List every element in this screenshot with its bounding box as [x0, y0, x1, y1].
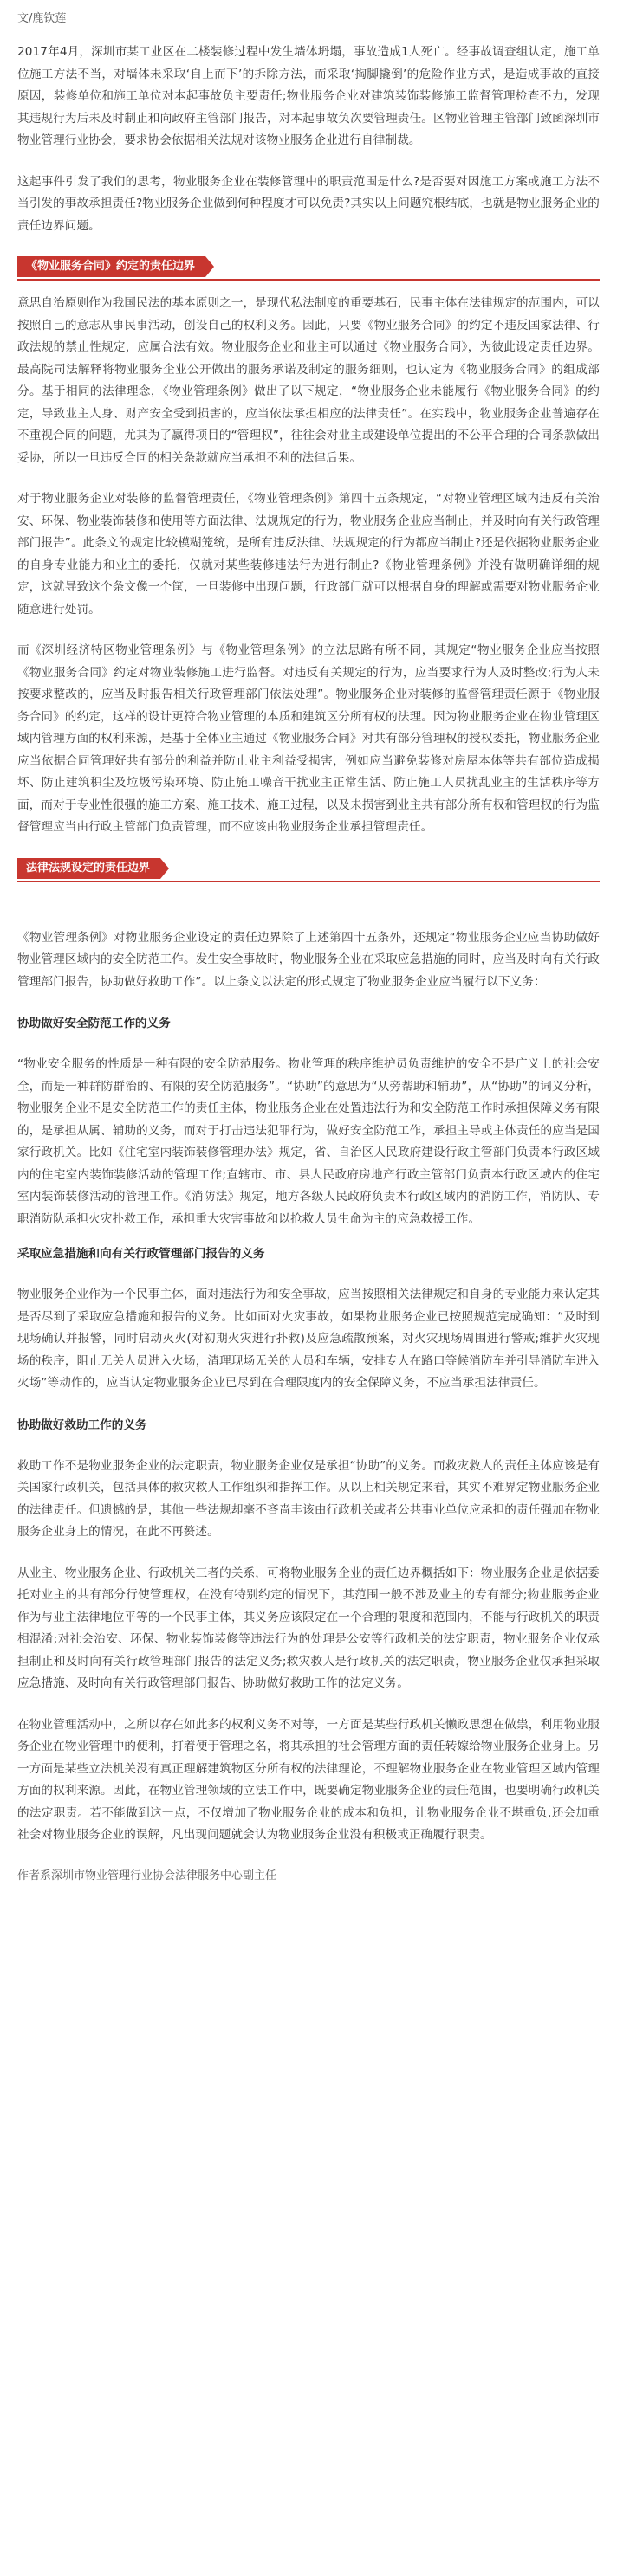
spacer: [0, 1395, 617, 1414]
spacer: [0, 469, 617, 488]
spacer: [0, 152, 617, 171]
section-title-contract: 《物业服务合同》约定的责任边界: [17, 256, 205, 277]
question-paragraph: 这起事件引发了我们的思考，物业服务企业在装修管理中的职责范围是什么?是否要对因施工方案或施工方法不当引发的事故承担责任?物业服务企业做到何种程度才可以免责?其实以上问题究根结底，也就是物业服务企业的责任边界问题。: [17, 174, 600, 233]
emergency-paragraph: 物业服务企业作为一个民事主体，面对违法行为和安全事故，应当按照相关法律规定和自身的专业能力来认定其是否尽到了采取应急措施和报告的义务。比如面对火灾事故，如果物业服务企业已按照规范完成确知：“及时到现场确认并报警，同时启动灭火(对初期火灾进行扑救)及应急疏散预案，对火灾现场周围进行警戒;维护火灾现场的秩序，阻止无关人员进入火场，清理现场无关的人员和车辆，安排专人在路口等候消防车并引导消防车进入火场”等动作的，应当认定物业服务企业已尽到在合理限度内的安全保障义务，不应当承担法律责任。: [17, 1288, 600, 1390]
section-header-law: [0, 858, 617, 881]
subheading-emergency: 采取应急措施和向有关行政管理部门报告的义务: [17, 1247, 265, 1261]
subheading-safety: 协助做好安全防范工作的义务: [17, 1017, 171, 1030]
spacer: [0, 1035, 617, 1054]
contract-paragraph-1: 意思自治原则作为我国民法的基本原则之一，是现代私法制度的重要基石，民事主体在法律规定的范围内，可以按照自己的意志从事民事活动，创设自己的权利义务。因此，只要《物业服务合同》的约定不违反国家法律、行政法规的禁止性规定，应属合法有效。物业服务企业和业主可以通过《物业服务合同》，为彼此设定责任边界。最高院司法解释将物业服务企业公开做出的服务承诺及制定的服务细则，也认定为《物业服务合同》的组成部分。基于相同的法律理念，《物业管理条例》做出了以下规定，“物业服务企业未能履行《物业服务合同》的约定，导致业主人身、财产安全受到损害的，应当依法承担相应的法律责任”。在实践中，物业服务企业普遍存在不重视合同的问题，尤其为了赢得项目的“管理权”，往往会对业主或建设单位提出的不公平合理的合同条款做出妥协，所以一旦违反合同的相关条款就应当承担不利的法律后果。: [17, 296, 600, 465]
spacer: [0, 1695, 617, 1714]
conclusion-paragraph: 在物业管理活动中，之所以存在如此多的权利义务不对等，一方面是某些行政机关懒政思想在做祟，利用物业服务企业在物业管理中的便利，打着便于管理之名，将其承担的社会管理方面的责任转嫁给物业服务企业身上。另一方面是某些立法机关没有真正理解建筑物区分所有权的法律理论，不理解物业服务企业在物业管理区域内管理方面的权利来源。因此，在物业管理领域的立法工作中，既要确定物业服务企业的责任范围，也要明确行政机关的法定职责。若不能做到这一点，不仅增加了物业服务企业的成本和负担，让物业服务企业不堪重负,还会加重社会对物业服务企业的误解，凡出现问题就会认为物业服务企业没有积极或正确履行职责。: [17, 1717, 600, 1842]
spacer: [0, 237, 617, 256]
contract-paragraph-2: 对于物业服务企业对装修的监督管理责任，《物业管理条例》第四十五条规定，“对物业管理区域内违反有关治安、环保、物业装饰装修和使用等方面法律、法规规定的行为，物业服务企业应当制止，并及时向有关行政管理部门报告”。此条文的规定比较模糊笼统，是所有违反法律、法规规定的行为都应当制止?还是依据物业服务企业的自身专业能力和业主的委托，仅就对某些装修违法行为进行制止?《物业管理条例》并没有做明确详细的规定，这就导致这个条文像一个筐，一旦装修中出现问题，行政部门就可以根据自身的理解或需要对物业服务企业随意进行处罚。: [17, 492, 600, 617]
spacer: [0, 993, 617, 1012]
summary-paragraph: 从业主、物业服务企业、行政机关三者的关系，可将物业服务企业的责任边界概括如下：物业服务企业是依据委托对业主的共有部分行使管理权，在没有特别约定的情况下，其范围一般不涉及业主的专有部分;物业服务企业作为与业主法律地位平等的一个民事主体，其义务应该限定在一个合理的限度和范围内，不能与行政机关的职责相混淆;对社会治安、环保、物业装饰装修等违法行为的处理是公安等行政机关的法定职责，物业服务企业仅承担制止和及时向有关行政管理部门报告的法定义务;救灾救人是行政机关的法定职责，物业服务企业仅承担采取应急措施、及时向有关行政管理部门报告、协助做好救助工作的法定义务。: [17, 1566, 600, 1690]
section-title-law: 法律法规设定的责任边界: [17, 858, 160, 879]
spacer: [0, 1847, 617, 1866]
contract-paragraph-3: 而《深圳经济特区物业管理条例》与《物业管理条例》的立法思路有所不同，其规定“物业服务企业应当按照《物业服务合同》约定对物业装修施工进行监督。对违反有关规定的行为，应当要求行为人及时整改;行为人未按要求整改的，应当及时报告相关行政管理部门依法处理”。物业服务企业对装修的监督管理责任源于《物业服务合同》的约定，这样的设计更符合物业管理的本质和建筑区分所有权的法理。因为物业服务企业在物业管理区域内管理方面的权利来源，是基于全体业主通过《物业服务合同》对共有部分管理权的授权委托，物业服务企业应当依据合同管理好共有部分的利益并防止业主利益受损害，例如应当避免装修对房屋本体等共有部位造成损坏、防止建筑积尘及垃圾污染环境、防止施工噪音干扰业主正常生活、防止施工人员扰乱业主的生活秩序等方面，而对于专业性很强的施工方案、施工技术、施工过程，以及未损害到业主共有部分所有权和管理权的行为监督管理应当由行政主管部门负责管理，而不应该由物业服务企业承担管理责任。: [17, 643, 600, 834]
spacer: [0, 1436, 617, 1456]
rescue-paragraph: 救助工作不是物业服务企业的法定职责，物业服务企业仅是承担“协助”的义务。而救灾救人的责任主体应该是有关国家行政机关，包括具体的救灾救人工作组织和指挥工作。从以上相关规定来看，其实不难界定物业服务企业的法律责任。但遗憾的是，其他一些法规却毫不吝啬丰该由行政机关或者公共事业单位应承担的责任强加在物业服务企业身上的情况，在此不再赘述。: [17, 1458, 600, 1539]
author-note: 作者系深圳市物业管理行业协会法律服务中心副主任: [17, 1869, 277, 1882]
spacer: [0, 882, 617, 927]
safety-paragraph: “物业安全服务的性质是一种有限的安全防范服务。物业管理的秩序维护员负责维护的安全不是广义上的社会安全，而是一种群防群治的、有限的安全防范服务”。“协助”的意思为“从旁帮助和辅助”，从“协助”的词义分析，物业服务企业不是安全防范工作的责任主体，物业服务企业在处置违法行为和安全防范工作时承担保障义务有限的，是承担从属、辅助的义务，而对于打击违法犯罪行为，做好安全防范工作，承担主导或主体责任的应当是国家行政机关。比如《住宅室内装饰装修管理办法》规定，省、自治区人民政府建设行政主管部门负责本行政区域内的住宅室内装饰装修活动的管理工作;直辖市、市、县人民政府房地产行政主管部门负责本行政区域内的住宅室内装饰装修活动的管理工作。《消防法》规定，地方各级人民政府负责本行政区域内的消防工作，消防队、专职消防队承担火灾扑救工作，承担重大灾害事故和以抢救人员生命为主的应急救援工作。: [17, 1057, 600, 1226]
subheading-rescue: 协助做好救助工作的义务: [17, 1417, 147, 1432]
article-author: 文/鹿钦莲: [17, 12, 67, 25]
section-header-contract: [0, 256, 617, 279]
law-paragraph-1: 《物业管理条例》对物业服务企业设定的责任边界除了上述第四十五条外，还规定“物业服务企业应当协助做好物业管理区域内的安全防范工作。发生安全事故时，物业服务企业在采取应急措施的同时，应当及时向有关行政管理部门报告，协助做好救助工作”。以上条文以法定的形式规定了物业服务企业应当履行以下义务：: [17, 930, 600, 989]
spacer: [0, 29, 617, 42]
spacer: [0, 281, 617, 293]
spacer: [0, 1544, 617, 1563]
spacer: [0, 1230, 617, 1243]
spacer: [0, 839, 617, 858]
spacer: [0, 1265, 617, 1284]
spacer: [0, 621, 617, 640]
intro-paragraph: 2017年4月，深圳市某工业区在二楼装修过程中发生墙体坍塌，事故造成1人死亡。经事故调查组认定，施工单位施工方法不当，对墙体未采取‘自上而下’的拆除方法，而采取‘掏脚撬倒’的危险作业方式，是造成事故的直接原因，装修单位和施工单位对本起事故负主要责任;物业服务企业对建筑装饰装修施工监督管理检查不力，发现其违规行为后未及时制止和向政府主管部门报告，对本起事故负次要管理责任。区物业管理主管部门致函深圳市物业管理行业协会，要求协会依据相关法规对该物业服务企业进行自律制裁。: [17, 45, 600, 147]
